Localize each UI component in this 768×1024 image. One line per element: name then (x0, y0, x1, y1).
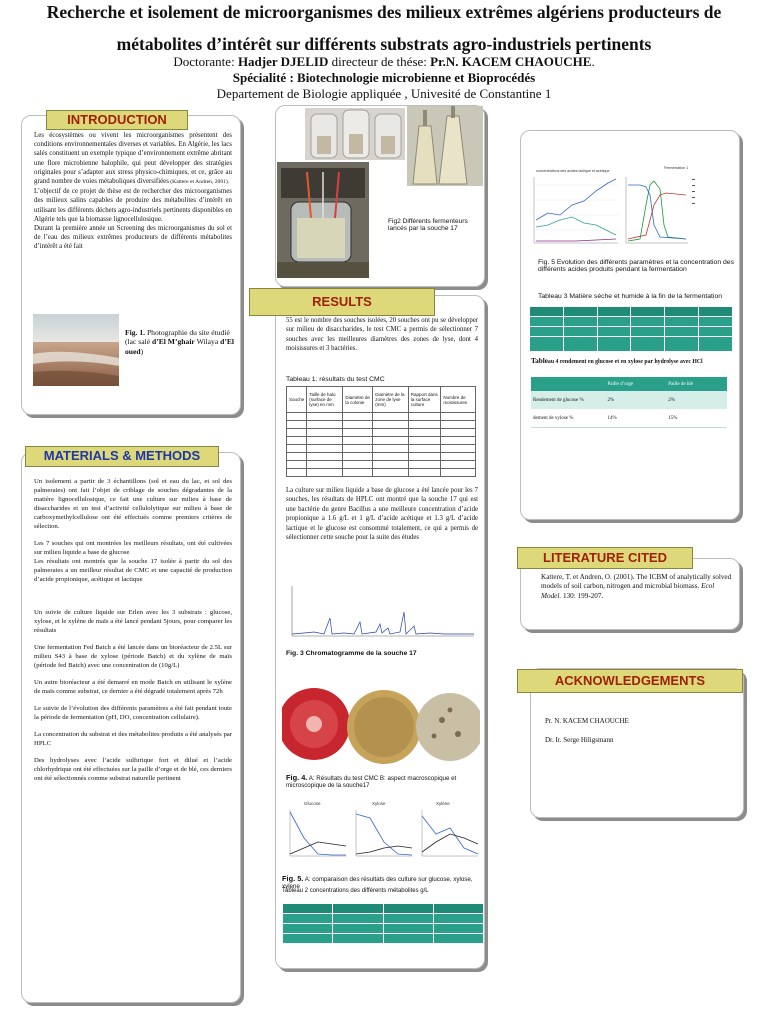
fig4-caption: Fig. 4. A: Résultats du test CMC B: aspect macroscopique et microscopique de la souche17 (286, 773, 457, 789)
department: Departement de Biologie appliquée , Univesité de Constantine 1 (216, 86, 552, 101)
fig1-caption: Fig. 1. Photographie du site étudié (lac salé d’El M’ghair Wilaya d’El oued) (125, 328, 235, 356)
table1-title: Tableau 1: résultats du test CMC (286, 376, 385, 383)
petri-dish-photos (282, 684, 480, 770)
results-heading: RESULTS (249, 288, 435, 316)
chart-title-glucose: Glucose (304, 801, 321, 806)
literature-heading: LITERATURE CITED (517, 547, 693, 569)
table1-header: Diamètre de la zone de lyse (mm) (373, 387, 409, 413)
table3-dry-wet-matter (529, 306, 733, 352)
methods-paragraph-2: Les 7 souches qui ont montrées les meilleurs résultats, ont été cultivées sur milieu liquide a base de glucose Les résultats ont montrés que la souche 17 isolée à partir du sol des palmeraies a un meilleur résultat de CMC et une capacité de production d’acide propionique, acétique et lactique (34, 540, 232, 583)
table1-header: Taille de halo (surface de lyse) en mm (307, 387, 343, 413)
table4-yield: Paille d’orge Paille de blé Rendement de glucose % 2% 2% dement de xylose % 14% 15% (531, 377, 727, 428)
chart-title-xylose: Xylose (372, 801, 386, 806)
chart-right-title: Fermentation 1 (664, 166, 689, 170)
table1-header: Rapport dans la surface culture (408, 387, 441, 413)
poster-title-line1: Recherche et isolement de microorganismes des milieux extrêmes algériens producteurs de (46, 2, 722, 22)
intro-paragraph-1: Les écosystèmes ou vivent les microorganismes présentent des conditions environnementales diverses et variables. En Algérie, les lacs salés constituent un exemple typique d’environnement extrême abritant une flore microbienne halophile, qui peut développer des stratégies originales pour s’adapter aux stress physico-chimiques, et ce, grâce au grand nombre de voies métaboliques diversifiées (34, 132, 232, 186)
methods-paragraph-3: Un suivie de culture liquide sur Erlen avec les 3 substrats : glucose, xylose, et le xylène de maïs a été lancé pendant 5jours, pour comparer les résultats (34, 609, 232, 634)
table1-cmc (286, 386, 476, 477)
table2-metabolites (282, 903, 484, 944)
table4-title: Tableau 4 rendement en glucose et en xylose par hydrolyse avec HCl (531, 357, 703, 365)
literature-citation: Kattere, T. et Andren, O. (2001). The ICBM of analytically solved models of soil carbon, nitrogen and microbial biomass. Ecol Model. 130: 199-207. (541, 573, 732, 600)
fig5b-caption: Fig. 5 Evolution des différents paramètres et la concentration des différents acides produits pendant la fermentation (538, 259, 734, 273)
table1-header: Souche (287, 387, 307, 413)
ack-person-2: Dr. Ir. Serge Hiligsmann (545, 736, 614, 744)
methods-paragraph-7: La concentration du substrat et des métabolites produits a été analysés par HPLC (34, 731, 232, 747)
results-paragraph-1: 55 est le nombre des souches isolées, 20 souches ont pu se développer sur milieu de disaccharides, le test CMC a permis de sélectionner 7 souches avec les meilleures diamètres des zones de lyse, dont 4 moisissures et 3 bactéries. (286, 317, 478, 353)
results-paragraph-2: La culture sur milieu liquide a base de glucose a été lancée pour les 7 souches, les résultats de HPLC ont montré que la souche 17 qui est une bactérie du genre Bacillus a une meilleure concentration d’acide propionique a 1.6 g/L et 1 g/L d’acide acétique et 1.3 g/L d’acide lactique et le glucose est consommé totalement, ce qui a permis de sélectionner cette souche pour la suite des études (286, 487, 478, 542)
author-line: Doctorante: Hadjer DJELID directeur de thése: Pr.N. KACEM CHAOUCHE. (173, 54, 595, 69)
fig3-caption: Fig. 3 Chromatogramme de la souche 17 (286, 650, 417, 657)
methods-paragraph-6: Le suivie de l’évolution des différents paramètres a été fait pendant toute la période de fermentation (pH, DO, concentration cellulaire). (34, 705, 232, 721)
introduction-text (34, 131, 232, 252)
intro-citation: (Kattere et Andren, 2001). (168, 179, 230, 186)
acknowledgements-heading: ACKNOWLEDGEMENTS (517, 669, 743, 693)
methods-paragraph-8: Des hydrolyses avec l’acide sulfurique fort et dilué et l’acide chlorhydrique ont été effectuées sur la paille d’orge et de blé, ces derniers ont été sélectionnés comme substrat naturelle pertinent (34, 757, 232, 782)
methods-paragraph-5: Un autre bioréacteur a été demarré en mode Batch en utilisant le xylène de maïs comme substrat, ce dernier a été dégradé totalement après 72h (34, 679, 232, 695)
table1-header: Nombre de moisissures (441, 387, 476, 413)
salt-lake-photo (33, 314, 119, 386)
chart-title-xylene: Xylène (436, 801, 450, 806)
chromatogram-figure (284, 582, 478, 646)
fig5-caption: Fig. 5. A: comparaison des résultats des culture sur glucose, xylose, xylene (282, 874, 473, 890)
fig2-caption: Fig2 Différents fermenteurs lancés par la souche 17 (388, 218, 468, 232)
table3-title: Tableau 3 Matière séche et humide à la fin de la fermentation (538, 293, 723, 300)
introduction-heading: INTRODUCTION (46, 110, 188, 130)
fermenter-flasks-photo (407, 106, 483, 186)
fig5-culture-charts (284, 798, 480, 868)
bioreactor-photo (277, 162, 369, 278)
intro-paragraph-3: Durant la première année un Screening des microorganismes du sol et de l’eau des milieux extrêmes producteurs de différents métabolites d’intérêt a été fait (34, 225, 232, 251)
ack-person-1: Pr. N. KACEM CHAOUCHE (545, 717, 629, 725)
table1-header: Diamètre de la colonie (343, 387, 373, 413)
doctorante-name: Hadjer DJELID (237, 54, 329, 69)
poster-title-line2: métabolites d’intérêt sur différents substrats agro-industriels pertinents (116, 34, 652, 54)
specialite: Spécialité : Biotechnologie microbienne et Bioprocédés (232, 70, 536, 85)
methods-paragraph-4: Une fermentation Fed Batch a été lancée dans un bioréacteur de 2.5L sur milieu S43 à base de xylose (période Batch) et du xylène de maïs (période fed Batch) avec une concentration de (10g/L) (34, 644, 232, 669)
chart-left-title: concentrations des acides lactique et acétique (536, 169, 610, 173)
table2-title: Tableau 2 concentrations des différents métabolites g/L (282, 888, 429, 894)
methods-paragraph-1: Un isolement a partir de 3 échantillons (sol et eau du lac, et sol des palmeraies) ont fait l’objet de criblage de souches dégradantes de la matière lignocellulosique, ce fait une culture sur milieu à base de disaccharides et un test d’activité cellulolytique sur milieu à base de carboxymethylcellulose ont été effectués comme premiers critères de sélection. (34, 478, 232, 530)
fermenter-bottles-photo (305, 108, 405, 160)
fermentation-charts (526, 165, 732, 255)
methods-heading: MATERIALS & METHODS (25, 446, 219, 467)
intro-paragraph-2: L’objectif de ce projet de thèse est de rechercher des microorganismes des milieux salins capables de produire des métabolites d’intérêt en utilisant les différents déchets agro-industriels pertinents disponibles en Algérie tels que la biomasse lignocellulosique. (34, 188, 232, 223)
director-name: Pr.N. KACEM CHAOUCHE (430, 54, 592, 69)
methods-text (34, 477, 232, 791)
